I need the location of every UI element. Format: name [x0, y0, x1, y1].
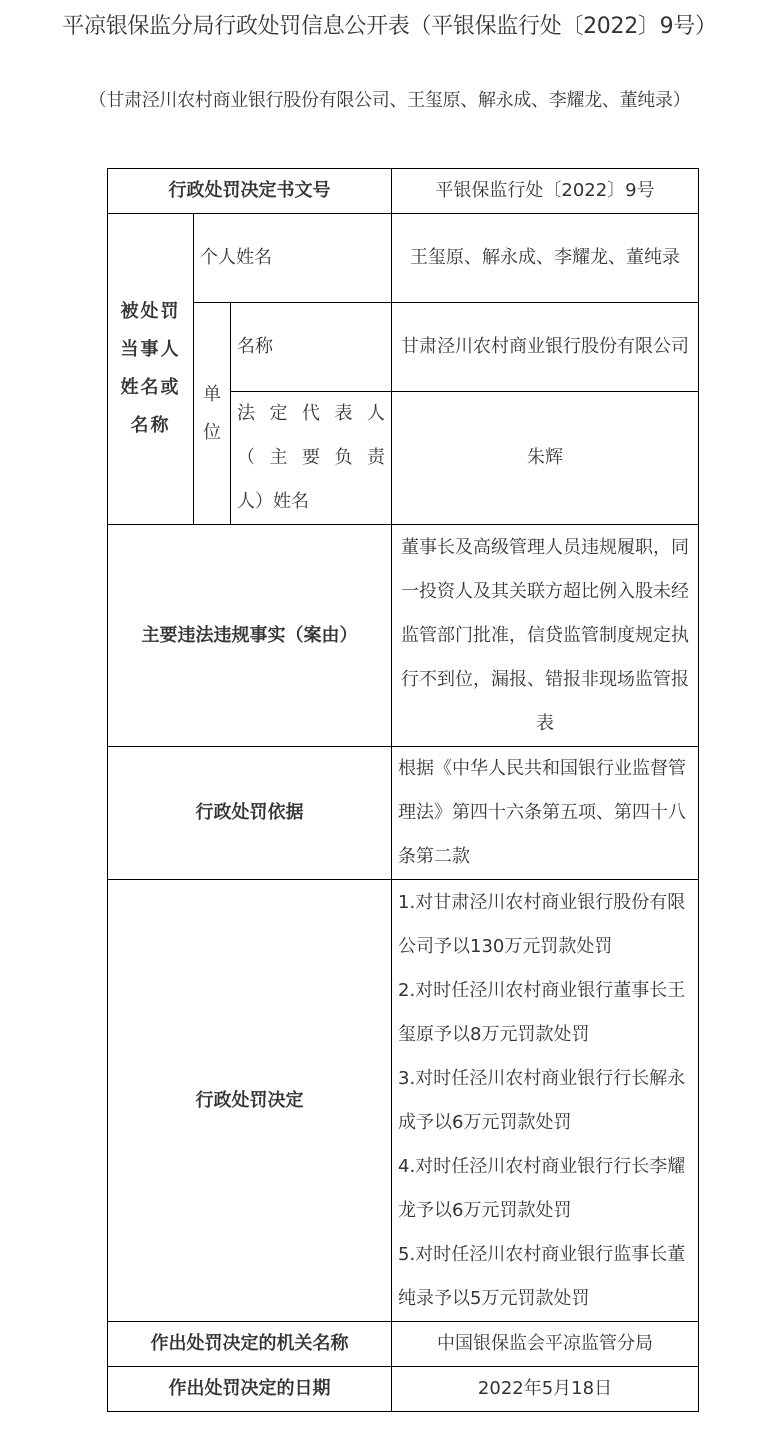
unit-label-char: 位 — [203, 421, 221, 443]
page-title: 平凉银保监分局行政处罚信息公开表（平银保监行处〔2022〕9号） — [62, 14, 717, 39]
unit-label-char: 单 — [203, 383, 221, 405]
unit-label — [194, 303, 231, 525]
authority-value: 中国银保监会平凉监管分局 — [392, 1322, 699, 1367]
row-facts — [108, 525, 699, 747]
date-label: 作出处罚决定的日期 — [108, 1367, 392, 1412]
row-unit-name — [108, 303, 699, 392]
decision-label: 行政处罚决定 — [108, 880, 392, 1322]
legal-rep-value: 朱辉 — [392, 392, 699, 525]
doc-number-label: 行政处罚决定书文号 — [108, 169, 392, 214]
party-label-line: 名称 — [130, 415, 171, 436]
facts-label: 主要违法违规事实（案由） — [108, 525, 392, 747]
party-label-line: 被处罚 — [120, 301, 181, 322]
doc-number-value: 平银保监行处〔2022〕9号 — [392, 169, 699, 214]
basis-value: 根据《中华人民共和国银行业监督管理法》第四十六条第五项、第四十八条第二款 — [392, 747, 699, 880]
row-authority — [108, 1322, 699, 1367]
individual-label: 个人姓名 — [194, 214, 392, 303]
unit-name-label: 名称 — [231, 303, 392, 392]
legal-rep-label — [231, 392, 392, 525]
row-date — [108, 1367, 699, 1412]
date-value: 2022年5月18日 — [392, 1367, 699, 1412]
page-subtitle: （甘肃泾川农村商业银行股份有限公司、王玺原、解永成、李耀龙、董纯录） — [88, 90, 691, 111]
authority-label: 作出处罚决定的机关名称 — [108, 1322, 392, 1367]
decision-item: 3.对时任泾川农村商业银行行长解永成予以6万元罚款处罚 — [398, 1067, 686, 1133]
penalty-info-table — [107, 168, 699, 1412]
legal-rep-label-line: （主要负责 — [237, 447, 386, 468]
unit-name-value: 甘肃泾川农村商业银行股份有限公司 — [392, 303, 699, 392]
decision-item: 5.对时任泾川农村商业银行监事长董纯录予以5万元罚款处罚 — [398, 1243, 686, 1309]
decision-list — [392, 880, 699, 1322]
decision-item: 1.对甘肃泾川农村商业银行股份有限公司予以130万元罚款处罚 — [398, 891, 686, 957]
row-individual — [108, 214, 699, 303]
basis-label: 行政处罚依据 — [108, 747, 392, 880]
row-basis — [108, 747, 699, 880]
decision-item: 4.对时任泾川农村商业银行行长李耀龙予以6万元罚款处罚 — [398, 1155, 686, 1221]
row-doc-number — [108, 169, 699, 214]
decision-item: 2.对时任泾川农村商业银行董事长王玺原予以8万元罚款处罚 — [398, 979, 686, 1045]
party-label — [108, 214, 194, 525]
row-decision — [108, 880, 699, 1322]
party-label-line: 姓名或 — [120, 377, 181, 398]
legal-rep-label-line: 人）姓名 — [237, 491, 309, 512]
party-label-line: 当事人 — [120, 339, 181, 360]
legal-rep-label-line: 法定代表人 — [237, 403, 386, 424]
facts-value: 董事长及高级管理人员违规履职，同一投资人及其关联方超比例入股未经监管部门批准，信贷监管制度规定执行不到位，漏报、错报非现场监管报表 — [392, 525, 699, 747]
individual-value: 王玺原、解永成、李耀龙、董纯录 — [392, 214, 699, 303]
